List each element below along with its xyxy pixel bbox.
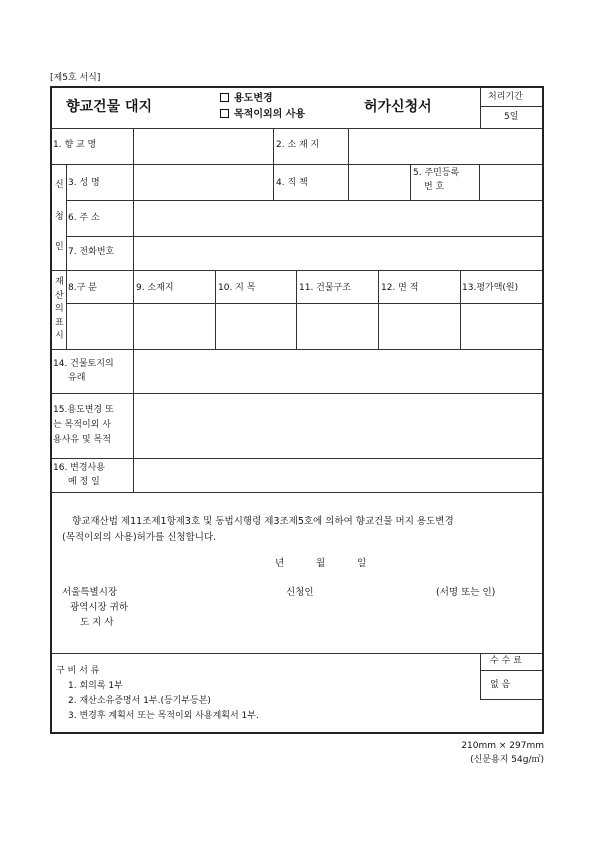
fee-value: 없 음	[490, 680, 511, 690]
label-location: 2. 소 재 지	[276, 140, 320, 150]
paper-size: 210mm × 297mm	[461, 741, 544, 751]
label-address: 6. 주 소	[68, 213, 100, 223]
label-resident-no-2: 번 호	[424, 182, 445, 192]
label-position: 4. 직 책	[276, 178, 308, 188]
option-other-use-label: 목적이외의 사용	[234, 109, 306, 120]
label-school-name: 1. 향 교 명	[53, 140, 97, 150]
col-location: 9. 소재지	[136, 283, 174, 293]
checkbox-use-change[interactable]	[220, 93, 229, 102]
addressee-1: 서울특별시장	[62, 587, 118, 598]
attachment-1: 1. 회의록 1부	[68, 681, 123, 691]
label-purpose-1: 15.용도변경 또	[53, 405, 114, 415]
label-history-2: 유래	[68, 373, 86, 383]
option-use-change-label: 용도변경	[234, 93, 273, 104]
label-schedule-1: 16. 변경사용	[53, 463, 105, 473]
title-right: 허가신청서	[364, 99, 432, 115]
label-name: 3. 성 명	[68, 178, 100, 188]
label-resident-no-1: 5. 주민등록	[413, 168, 460, 178]
addressee-3: 도 지 사	[80, 617, 114, 628]
paper-type: (신문용지 54g/㎡)	[470, 755, 544, 765]
label-schedule-2: 예 정 일	[68, 477, 100, 487]
col-area: 12. 면 적	[381, 283, 419, 293]
attachments-title: 구 비 서 류	[56, 666, 100, 676]
col-valuation: 13.평가액(원)	[462, 283, 519, 293]
applicant-label: 신청인	[286, 587, 314, 598]
signature-label: (서명 또는 인)	[436, 587, 496, 598]
label-purpose-2: 는 목적이외 사	[53, 420, 111, 430]
label-purpose-3: 용사유 및 목적	[53, 435, 111, 445]
date-year: 년	[275, 558, 285, 569]
processing-period-value: 5일	[504, 112, 519, 122]
label-phone: 7. 전화번호	[68, 247, 115, 257]
addressee-2: 광역시장 귀하	[70, 602, 129, 613]
statement-line-1: 향교재산법 제11조제1항제3호 및 동법시행령 제3조제5호에 의하여 향교건물 머지 용도변경	[72, 516, 454, 527]
option-other-use[interactable]	[220, 109, 305, 122]
col-structure: 11. 건물구조	[299, 283, 351, 293]
date-month: 월	[316, 558, 326, 569]
title-left: 향교건물 대지	[66, 99, 153, 115]
col-category: 8.구 분	[68, 283, 97, 293]
date-day: 일	[357, 558, 367, 569]
col-land-category: 10. 지 목	[218, 283, 256, 293]
fee-label: 수 수 료	[490, 656, 522, 666]
applicant-group-char-3: 인	[55, 242, 64, 252]
processing-period-label: 처리기간	[488, 92, 523, 102]
statement-line-2: (목적이외의 사용)허가를 신청합니다.	[62, 532, 217, 543]
form-number-label: [제5호 서식]	[50, 73, 101, 83]
applicant-group-char-1: 신	[55, 180, 64, 190]
option-use-change[interactable]	[220, 93, 273, 106]
attachment-3: 3. 변경후 계획서 또는 목적이외 사용계획서 1부.	[68, 711, 259, 721]
property-group-label: 재 산 의 표 시	[55, 277, 64, 341]
label-history-1: 14. 건물토지의	[53, 359, 114, 369]
checkbox-other-use[interactable]	[220, 109, 229, 118]
applicant-group-char-2: 청	[55, 212, 64, 222]
attachment-2: 2. 재산소유증명서 1부.(등기부등본)	[68, 696, 211, 706]
